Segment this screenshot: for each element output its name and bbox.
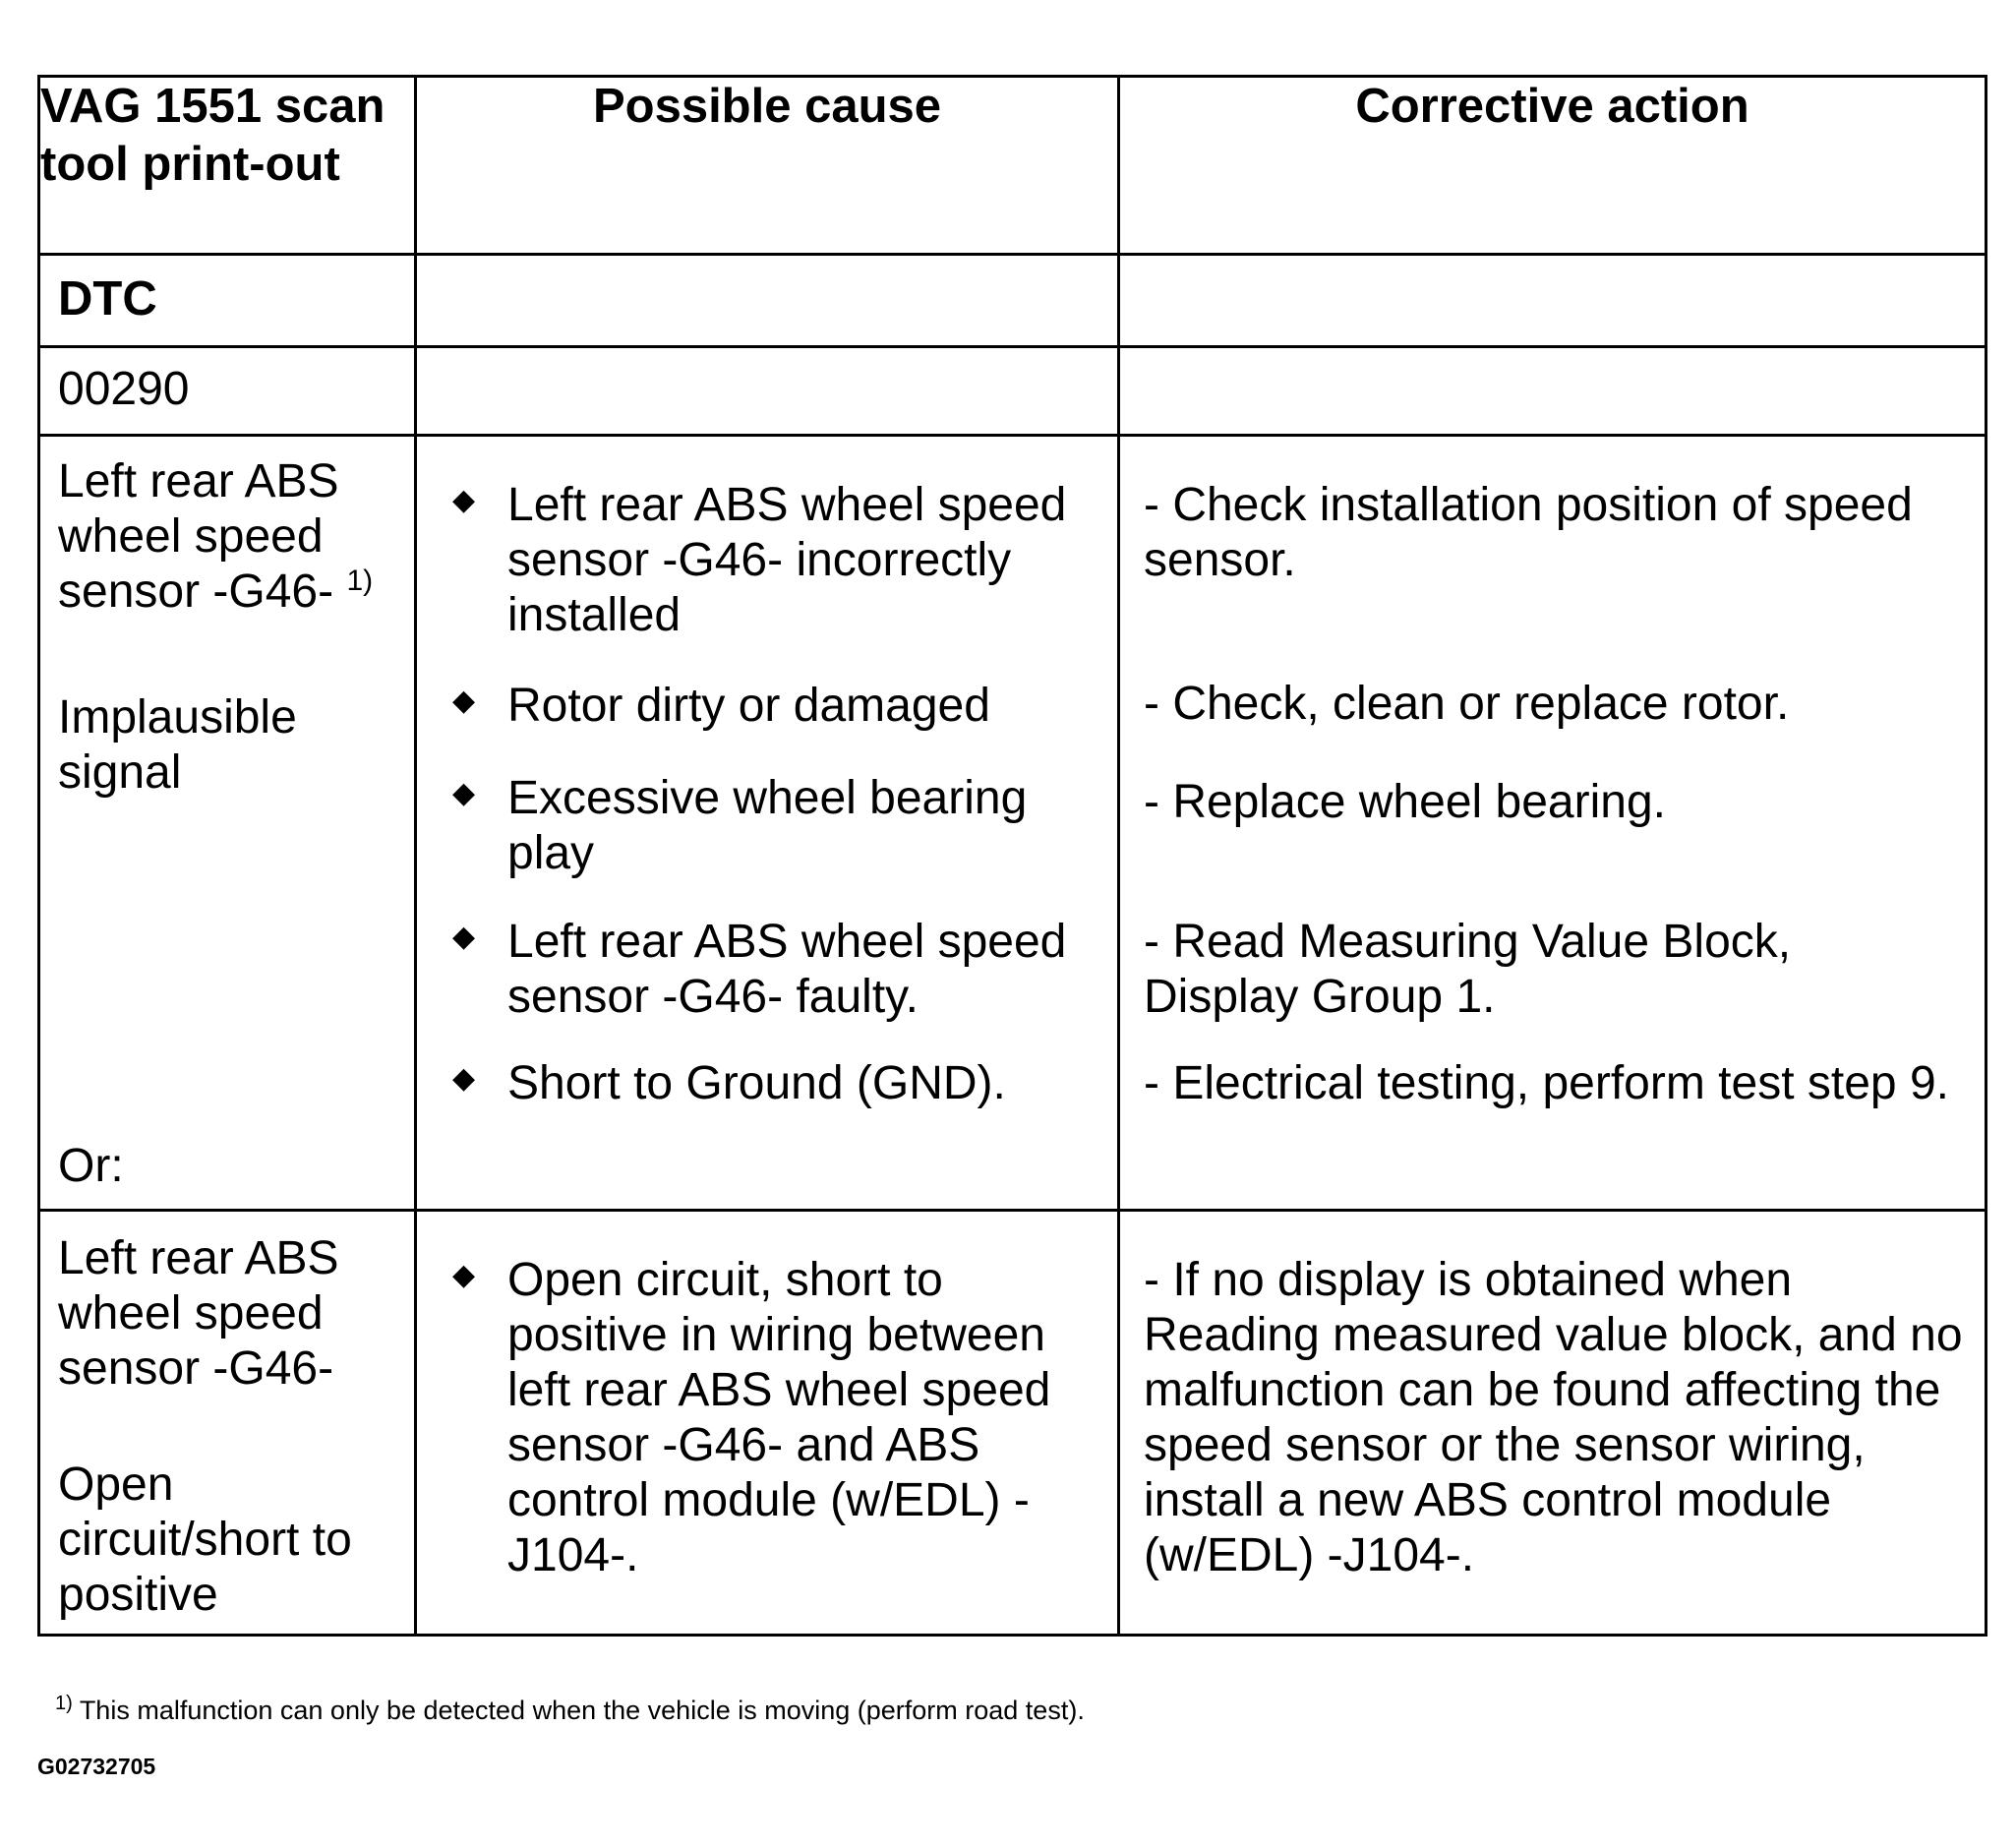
- diamond-bullet-icon: ◆: [452, 1062, 476, 1095]
- empty-cell: [1119, 255, 1986, 347]
- dtc-code-row: [39, 347, 1986, 436]
- footnote-ref: 1): [346, 565, 374, 597]
- dtc-code-cell: [39, 347, 416, 436]
- action-item: - Check installation position of speed sensor.: [1144, 479, 1913, 586]
- fault1-description-cell: [39, 436, 416, 1211]
- header-row: [39, 77, 1986, 255]
- diamond-bullet-icon: ◆: [452, 1259, 476, 1291]
- action-item: - Read Measuring Value Block, Display Group 1.: [1144, 916, 1792, 1023]
- diamond-bullet-icon: ◆: [452, 777, 476, 809]
- dtc-label: DTC: [58, 272, 157, 326]
- fault1-actions-cell: [1119, 436, 1986, 1211]
- fault1-causes-cell: ◆ Left rear ABS wheel speed sensor -G46- incorrectly installed ◆ Rotor dirty or damaged ◆ Excessive wheel bearing play ◆ Left rear ABS wheel speed sensor -G46- faulty. ◆ Short to Ground (GND).: [416, 436, 1119, 1211]
- footnote-text: This malfunction can only be detected when the vehicle is moving (perform road test).: [79, 1696, 1085, 1725]
- fault2-component: Left rear ABS wheel speed sensor -G46-: [58, 1232, 339, 1395]
- header-corrective-action: Corrective action: [1119, 77, 1986, 255]
- diamond-bullet-icon: ◆: [452, 685, 476, 717]
- action-item: - If no display is obtained when Reading measured value block, and no malfunction can be found affecting the speed sensor or the sensor wiring, install a new ABS control module (w/EDL) -J104-.: [1144, 1254, 1963, 1581]
- header-scan-tool: VAG 1551 scan tool print-out: [39, 77, 416, 255]
- diamond-bullet-icon: ◆: [452, 484, 476, 516]
- action-item: - Replace wheel bearing.: [1144, 776, 1666, 828]
- dtc-code: 00290: [58, 363, 190, 415]
- fault-row-implausible: [39, 436, 1986, 1211]
- figure-id: G02732705: [37, 1754, 156, 1779]
- dtc-table: [37, 75, 1987, 1637]
- action-item: - Electrical testing, perform test step 9.: [1144, 1057, 1949, 1109]
- fault2-description-cell: [39, 1211, 416, 1636]
- footnote-marker: 1): [55, 1693, 73, 1714]
- dtc-label-row: [39, 255, 1986, 347]
- footnote: [55, 1694, 1085, 1727]
- empty-cell: [416, 255, 1119, 347]
- empty-cell: [1119, 347, 1986, 436]
- fault2-causes-cell: ◆ Open circuit, short to positive in wiring between left rear ABS wheel speed sensor -G46- and ABS control module (w/EDL) -J104-.: [416, 1211, 1119, 1636]
- diamond-bullet-icon: ◆: [452, 921, 476, 953]
- action-item: - Check, clean or replace rotor.: [1144, 678, 1790, 730]
- fault2-actions-cell: [1119, 1211, 1986, 1636]
- fault1-condition: Implausible signal: [58, 691, 297, 799]
- fault2-condition: Open circuit/short to positive: [58, 1459, 352, 1621]
- dtc-label-cell: [39, 255, 416, 347]
- empty-cell: [416, 347, 1119, 436]
- header-possible-cause: Possible cause: [416, 77, 1119, 255]
- or-label: Or:: [58, 1140, 124, 1192]
- fault-row-open-circuit: [39, 1211, 1986, 1636]
- fault1-component: Left rear ABS wheel speed sensor -G46- $^{1)}$: [58, 455, 374, 618]
